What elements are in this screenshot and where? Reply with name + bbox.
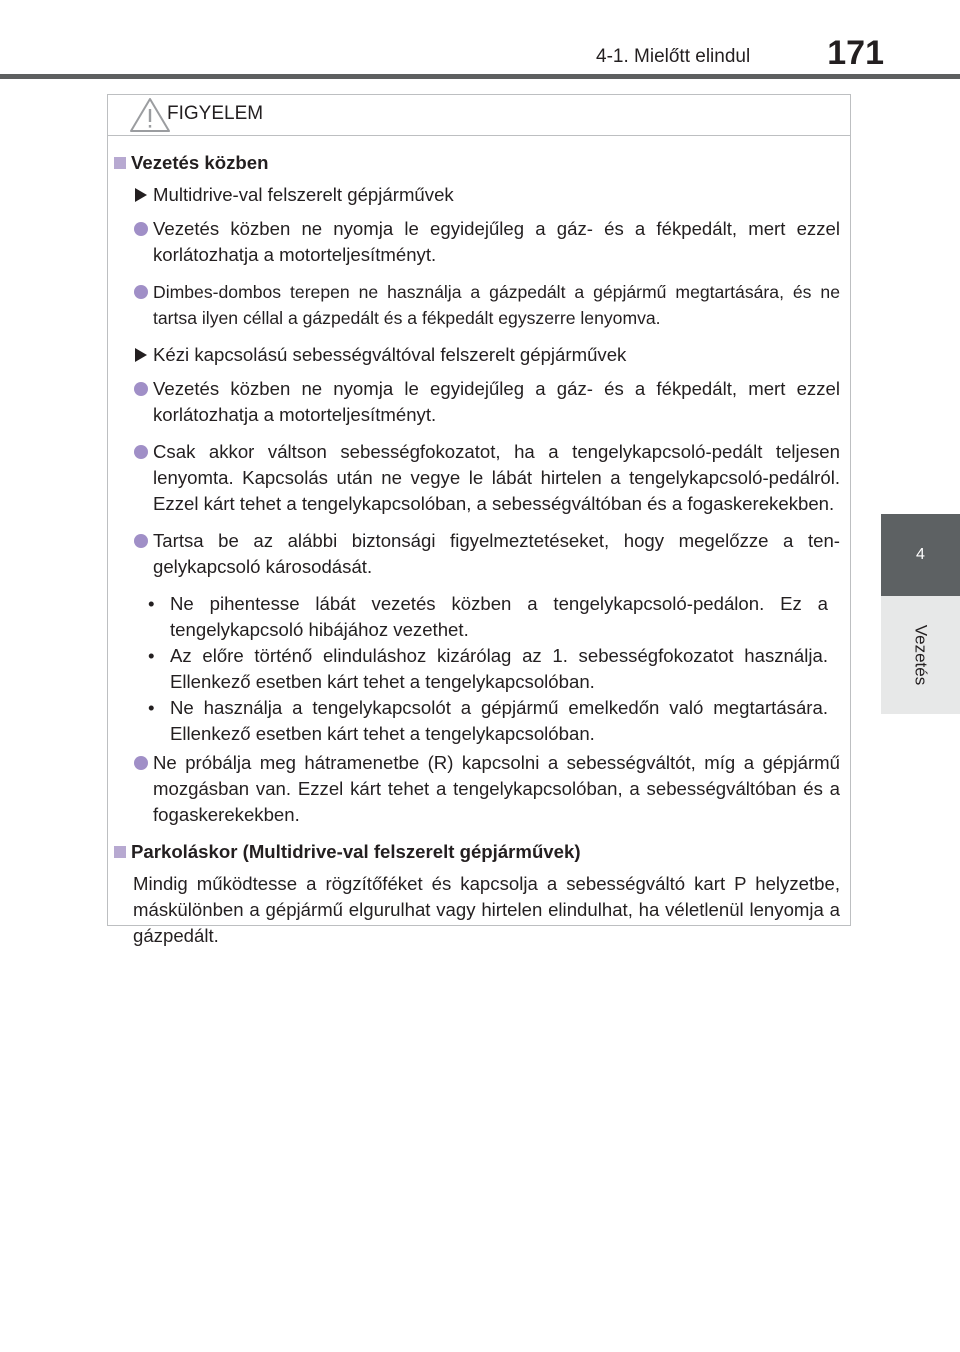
header-rule — [0, 74, 960, 79]
circle-bullet-icon — [134, 756, 148, 770]
dash-bullet-icon: • — [148, 645, 155, 666]
section-heading: Vezetés közben — [108, 150, 850, 176]
section-heading: Parkoláskor (Multidrive-val felszerelt gépjárművek) — [108, 839, 850, 865]
bullet-item: Ne próbálja meg hátramenetbe (R) kapcsolni a sebességváltót, míg a gépjármű mozgásban van. Ezzel kárt tehet a tengelykapcsolóban, a sebességváltóban és a fogaskerekekben. — [108, 750, 850, 828]
bullet-item: Vezetés közben ne nyomja le egyidejűleg a gáz- és a fékpedált, mert ezzel korlátozhatja a motorteljesítményt. — [108, 376, 850, 428]
circle-bullet-icon — [134, 382, 148, 396]
warning-triangle-icon — [128, 96, 172, 134]
dash-bullet-icon: • — [148, 697, 155, 718]
bullet-item: Csak akkor váltson sebességfokozatot, ha a tengelykapcsoló-pedált teljesen lenyomta. Kapcsolás után ne vegye le lábát hirtelen a tengelykapcsoló-pedálról. Ezzel kárt tehet a tengelykapcsolóban, a sebességváltóban és a fogaskerekekben. — [108, 439, 850, 517]
bullet-item: Vezetés közben ne nyomja le egyidejűleg a gáz- és a fékpedált, mert ezzel korlátozhatja a motorteljesítményt. — [108, 216, 850, 268]
triangle-bullet-icon — [135, 348, 147, 362]
running-header-section-title: 4-1. Mielőtt elindul — [596, 46, 751, 67]
square-bullet-icon — [114, 157, 126, 169]
circle-bullet-icon — [134, 222, 148, 236]
chapter-number: 4 — [916, 546, 925, 563]
dash-list — [108, 591, 850, 747]
square-bullet-icon — [114, 846, 126, 858]
bullet-item: Dimbes-dombos terepen ne használja a gázpedált a gépjármű megtartására, és ne tartsa ilyen céllal a gázpedált és a fékpedált egyszerre lenyomva. — [108, 279, 850, 331]
warning-box-header — [108, 95, 850, 136]
page-number: 171 — [827, 34, 884, 72]
bullet-item: Tartsa be az alábbi biztonsági figyelmeztetéseket, hogy megelőzze a tengelykapcsoló károsodását. — [108, 528, 850, 580]
subsection-heading: Multidrive-val felszerelt gépjárművek — [108, 182, 850, 208]
dash-bullet-icon: • — [148, 593, 155, 614]
chapter-title-tab — [881, 596, 960, 714]
chapter-number-tab — [881, 514, 960, 596]
section-paragraph: Mindig működtesse a rögzítőféket és kapcsolja a sebességváltó kart P helyzetbe, máskülönben a gépjármű elgurulhat vagy hirtelen elindulhat, ha véletlenül lenyomja a gázpedált. — [133, 873, 840, 946]
warning-body — [108, 150, 850, 949]
warning-title: FIGYELEM — [167, 103, 264, 124]
circle-bullet-icon — [134, 285, 148, 299]
circle-bullet-icon — [134, 534, 148, 548]
dash-item: • Az előre történő elinduláshoz kizárólag az 1. sebességfokozatot használja. Ellenkező esetben kárt tehet a tengelykapcsolóban. — [148, 645, 828, 692]
dash-item: • Ne használja a tengelykapcsolót a gépjármű emelkedőn való megtartására. Ellenkező esetben kárt tehet a tengelykapcsolóban. — [148, 697, 828, 744]
dash-item: • Ne pihentesse lábát vezetés közben a tengelykapcsoló-pedálon. Ez a tengelykapcsoló hibájához vezethet. — [148, 593, 828, 640]
chapter-title: Vezetés — [911, 624, 931, 686]
circle-bullet-icon — [134, 445, 148, 459]
triangle-bullet-icon — [135, 188, 147, 202]
subsection-heading: Kézi kapcsolású sebességváltóval felszerelt gépjárművek — [108, 342, 850, 368]
warning-box — [107, 94, 851, 946]
